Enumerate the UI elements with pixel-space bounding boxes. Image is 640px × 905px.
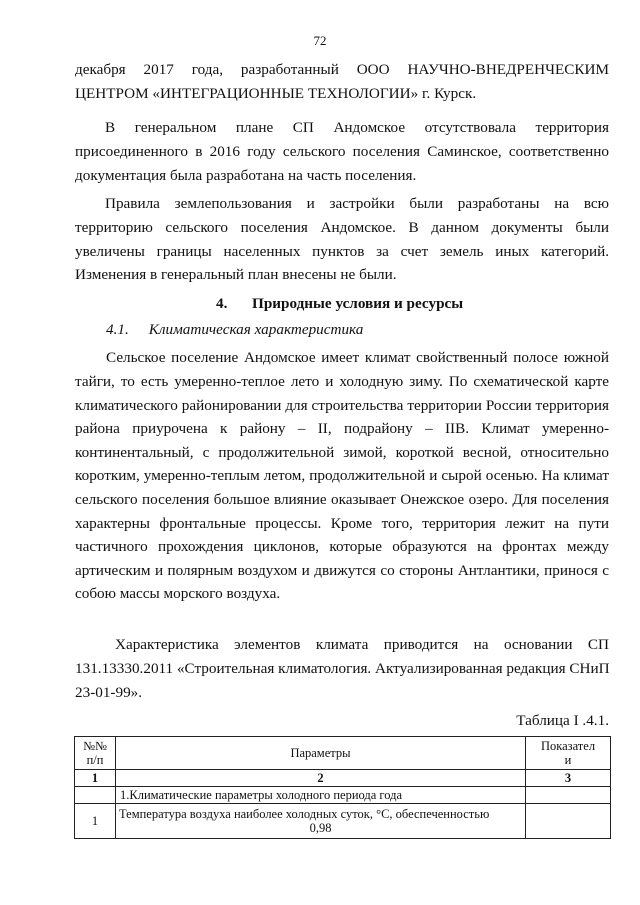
- paragraph-general-plan: [105, 116, 609, 140]
- header-values-line2: и: [564, 753, 572, 767]
- text-line: Характеристика элементов климата приводится на основании СП: [115, 636, 609, 653]
- text-line: коротким, умеренно-теплым летом, продолжительной и сырой осенью. На климат: [75, 467, 609, 485]
- text-line: территорию сельского поселения Андомское. В данном документы были: [75, 219, 609, 236]
- text-line: Изменения в генеральный план внесены не были.: [75, 266, 397, 284]
- header-values-line1: Показател: [540, 739, 596, 753]
- table-row: [75, 804, 611, 839]
- text-line: документация была разработана на часть поселения.: [75, 166, 417, 184]
- row-parameter-probability: 0,98: [309, 821, 332, 835]
- section-empty-cell: [75, 787, 116, 804]
- paragraph-reference-cont: [75, 657, 609, 704]
- text-line: климатического районировании для строительства территории России территория: [75, 396, 609, 414]
- table-caption: Таблица I .4.1.: [516, 712, 609, 729]
- table-section-row: [75, 787, 611, 804]
- text-line: артическим и полярным воздухом и движутся со стороны Антлантики, принося с: [75, 561, 609, 579]
- text-line: присоединенного в 2016 году сельского поселения Саминское, соответственно: [75, 143, 609, 160]
- text-line: района приурочена к району – II, подрайону – IIВ. Климат умеренно-: [75, 420, 609, 438]
- row-number-cell: 1: [75, 804, 116, 839]
- index-cell: 2: [116, 770, 526, 787]
- paragraph-zoning-rules-cont: [75, 216, 609, 287]
- text-line: В генеральном плане СП Андомское отсутствовала территория: [105, 119, 609, 136]
- text-line: Правила землепользования и застройки были разработаны на всю: [105, 195, 609, 212]
- paragraph-general-plan-cont: [75, 140, 609, 187]
- paragraph-reference: [115, 633, 609, 657]
- paragraph-climate-cont: [75, 370, 609, 606]
- paragraph-climate: [106, 346, 609, 370]
- section-title: Природные условия и ресурсы: [252, 295, 464, 312]
- table-index-row: [75, 770, 611, 787]
- paragraph-zoning-rules: [105, 192, 609, 216]
- text-line: Сельское поселение Андомское имеет климат свойственный полосе южной: [106, 349, 609, 366]
- table-header-row: [75, 737, 611, 770]
- row-parameter-text: Температура воздуха наиболее холодных суток, °С, обеспеченностью: [119, 807, 490, 821]
- index-cell: 3: [526, 770, 611, 787]
- row-value-cell: [526, 804, 611, 839]
- text-line: тайги, то есть умеренно-теплое лето и холодную зиму. По схематической карте: [75, 373, 609, 390]
- text-line: ЦЕНТРОМ «ИНТЕГРАЦИОННЫЕ ТЕХНОЛОГИИ» г. Курск.: [75, 84, 477, 102]
- text-line: 23-01-99».: [75, 683, 143, 701]
- header-number-line1: №№: [83, 739, 107, 753]
- section-empty-cell: [526, 787, 611, 804]
- text-line: сельского поселения большое влияние оказывает Онежское озеро. Для поселения: [75, 490, 609, 508]
- header-values: [526, 737, 611, 770]
- page-number: 72: [313, 33, 327, 48]
- subsection-title: Климатическая характеристика: [148, 321, 364, 338]
- subsection-number: 4.1.: [106, 321, 129, 338]
- index-cell: 1: [75, 770, 116, 787]
- section-number: 4.: [216, 295, 228, 312]
- text-line: увеличены границы населенных пунктов за счет земель иных категорий.: [75, 242, 609, 260]
- header-number-line2: п/п: [86, 753, 104, 767]
- row-parameter-cell: [116, 804, 526, 839]
- header-number: [75, 737, 116, 770]
- climate-parameters-table: [74, 736, 611, 839]
- subsection-heading: [106, 321, 363, 339]
- header-parameters: Параметры: [116, 737, 526, 770]
- section-title-cell: 1.Климатические параметры холодного периода года: [116, 787, 526, 804]
- text-line: декабря 2017 года, разработанный ООО НАУЧНО-ВНЕДРЕНЧЕСКИМ: [75, 61, 609, 78]
- text-line: собою массы морского воздуха.: [75, 585, 281, 603]
- text-line: 131.13330.2011 «Строительная климатология. Актуализированная редакция СНиП: [75, 660, 610, 677]
- text-line: частичного прохождения циклонов, которые образуются на фронтах между: [75, 538, 609, 556]
- text-line: континентальный, с продолжительной зимой, короткой весной, относительно: [75, 443, 609, 461]
- text-line: характерны фронтальные процессы. Кроме того, территория лежит на пути: [75, 514, 609, 532]
- paragraph-intro: [75, 58, 609, 105]
